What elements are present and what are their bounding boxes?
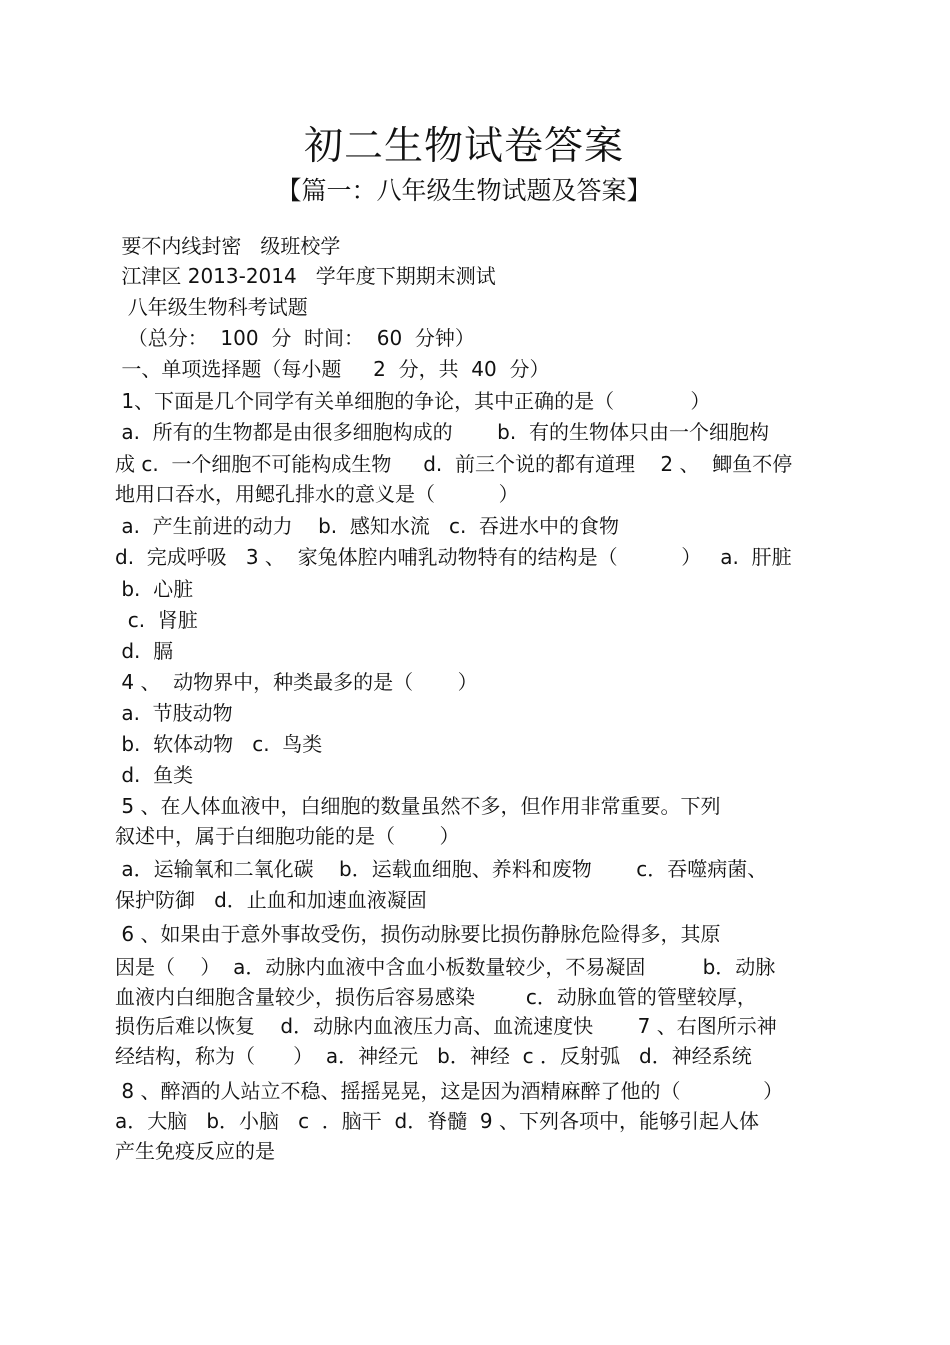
text-line: a．运输氧和二氧化碳 b．运载血细胞、养料和废物 c．吞噬病菌、 <box>115 857 768 881</box>
text-line: d. 完成呼吸 3 、 家兔体腔内哺乳动物特有的结构是（ ） a. 肝脏 <box>115 545 792 569</box>
text-line: 一、单项选择题（每小题 2 分，共 40 分） <box>115 357 550 381</box>
text-line: c. 肾脏 <box>115 608 198 632</box>
text-line: 八年级生物科考试题 <box>115 295 308 319</box>
text-line: 保护防御 d．止血和加速血液凝固 <box>115 888 427 912</box>
text-line: （总分： 100 分 时间： 60 分钟） <box>115 326 475 350</box>
text-line: 经结构，称为（ ） a．神经元 b．神经 c ．反射弧 d．神经系统 <box>115 1044 752 1068</box>
question-line: 8 、醉酒的人站立不稳、摇摇晃晃，这是因为酒精麻醉了他的（ ） <box>115 1079 784 1103</box>
text-line: 产生免疫反应的是 <box>115 1139 275 1163</box>
text-line: 因是（ ） a．动脉内血液中含血小板数量较少，不易凝固 b．动脉 <box>115 955 776 979</box>
text-line: a．大脑 b．小脑 c ．脑干 d．脊髓 9 、下列各项中，能够引起人体 <box>115 1109 760 1133</box>
text-line: 叙述中，属于白细胞功能的是（ ） <box>115 824 460 848</box>
text-line: 损伤后难以恢复 d．动脉内血液压力高、血流速度快 7 、右图所示神 <box>115 1014 777 1038</box>
text-line: b. 心脏 <box>115 577 194 601</box>
text-line: d. 膈 <box>115 639 174 663</box>
text-line: a. 节肢动物 <box>115 701 233 725</box>
question-line: 6 、如果由于意外事故受伤，损伤动脉要比损伤静脉危险得多，其原 <box>115 922 721 946</box>
text-line: b. 软体动物 c. 鸟类 <box>115 732 323 756</box>
text-line: d. 鱼类 <box>115 763 194 787</box>
page-title: 初二生物试卷答案 <box>303 124 624 169</box>
question-line: 1、下面是几个同学有关单细胞的争论，其中正确的是（ ） <box>115 389 711 413</box>
page-subtitle: 【篇一：八年级生物试题及答案】 <box>276 176 652 205</box>
text-line: a. 产生前进的动力 b. 感知水流 c. 吞进水中的食物 <box>115 514 620 538</box>
question-line: 5 、在人体血液中，白细胞的数量虽然不多，但作用非常重要。下列 <box>115 794 721 818</box>
text-line: 地用口吞水，用鳃孔排水的意义是（ ） <box>115 482 519 506</box>
text-line: 要不内线封密 级班校学 <box>115 234 341 258</box>
text-line: 血液内白细胞含量较少，损伤后容易感染 c．动脉血管的管壁较厚， <box>115 985 757 1009</box>
text-line: 江津区 2013-2014 学年度下期期末测试 <box>115 264 496 288</box>
question-line: 4 、 动物界中，种类最多的是（ ） <box>115 670 478 694</box>
text-line: a. 所有的生物都是由很多细胞构成的 b. 有的生物体只由一个细胞构 <box>115 420 769 444</box>
text-line: 成 c. 一个细胞不可能构成生物 d. 前三个说的都有道理 2 、 鲫鱼不停 <box>115 452 793 476</box>
